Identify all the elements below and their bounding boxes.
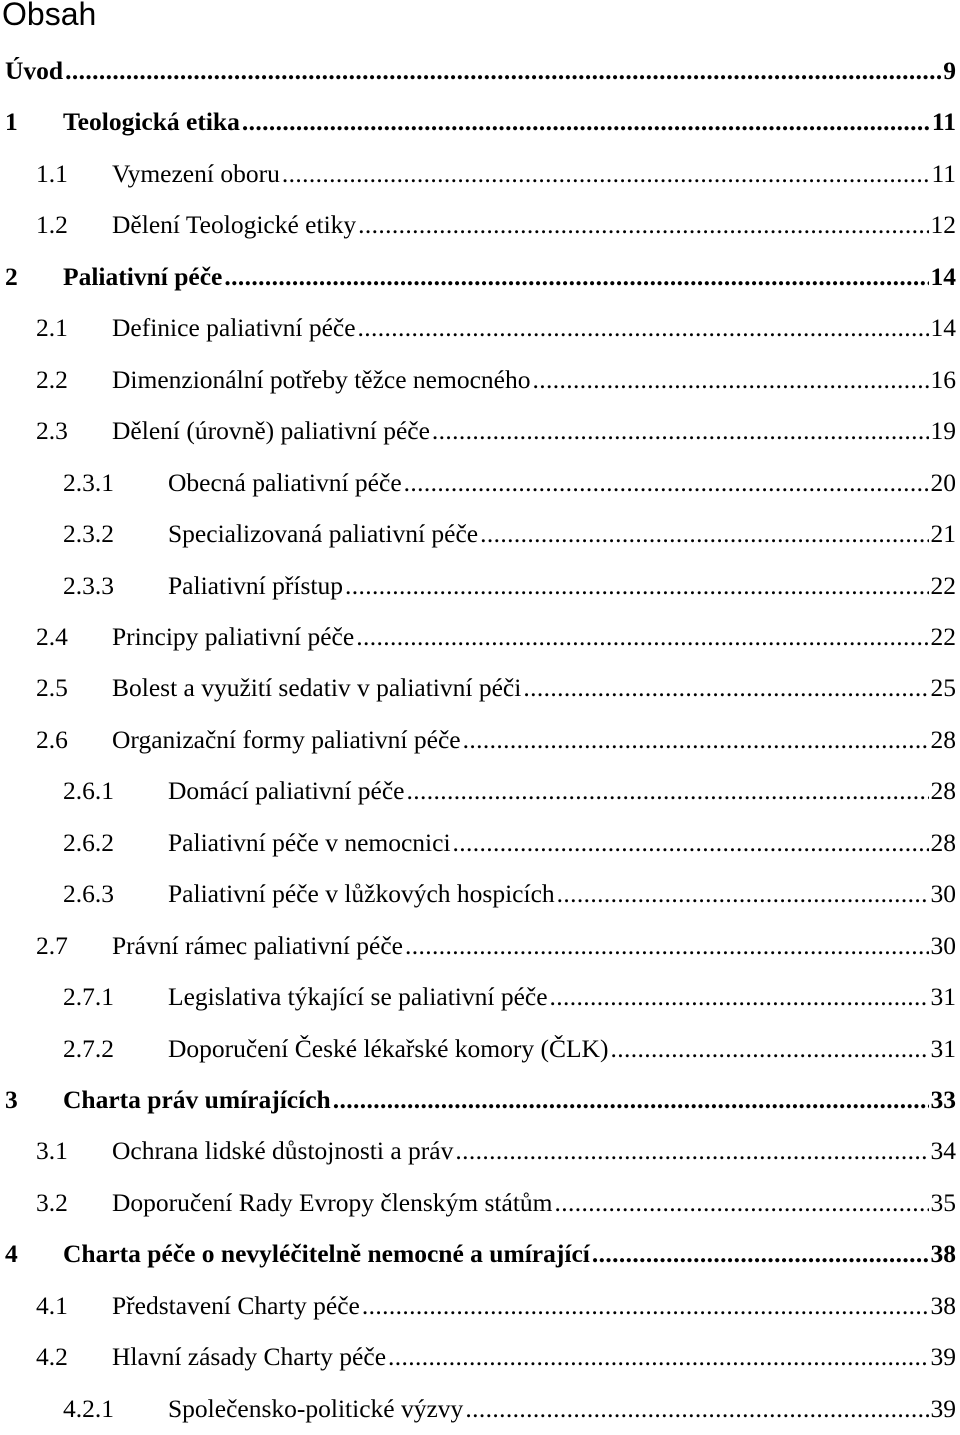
toc-entry-leader-dots [480, 514, 928, 554]
toc-entry-leader-dots [523, 668, 928, 708]
toc-entry-title: Legislativa týkající se paliativní péče [168, 982, 548, 1012]
toc-entry-leader-dots [65, 51, 941, 91]
toc-entry[interactable] [63, 874, 956, 914]
toc-entry-page-number: 34 [930, 1136, 956, 1166]
toc-entry-page-number: 14 [930, 313, 956, 343]
toc-entry-leader-dots [345, 566, 929, 606]
toc-entry-page-number: 35 [930, 1187, 956, 1217]
toc-entry-title: Hlavní zásady Charty péče [112, 1342, 387, 1372]
toc-entry[interactable] [36, 411, 956, 451]
toc-entry-leader-dots [455, 1131, 928, 1171]
toc-entry-page-number: 20 [930, 467, 956, 497]
toc-entry-page-number: 33 [930, 1085, 956, 1114]
toc-entry-page-number: 31 [930, 982, 956, 1012]
toc-entry-page-number: 19 [930, 416, 956, 446]
page-title: Obsah [2, 0, 97, 32]
toc-entry-number: 2.3.2 [63, 519, 114, 549]
toc-entry-leader-dots [463, 720, 929, 760]
toc-entry-leader-dots [465, 1389, 928, 1429]
toc-entry-number: 1.2 [36, 210, 68, 240]
toc-entry-title: Ochrana lidské důstojnosti a práv [112, 1136, 454, 1166]
toc-entry-title: Doporučení Rady Evropy členským státům [112, 1187, 553, 1217]
toc-entry-page-number: 14 [930, 261, 956, 291]
toc-entry[interactable] [63, 1389, 956, 1429]
toc-entry[interactable] [36, 720, 956, 760]
toc-entry-number: 1 [5, 107, 18, 137]
toc-entry[interactable] [63, 566, 956, 606]
toc-entry[interactable] [63, 771, 956, 811]
toc-entry-title: Paliativní péče v nemocnici [168, 827, 451, 857]
toc-entry-title: Definice paliativní péče [112, 313, 356, 343]
toc-entry[interactable] [63, 823, 956, 863]
toc-entry-page-number: 28 [930, 724, 956, 754]
toc-entry-page-number: 9 [943, 56, 956, 85]
toc-entry-title: Charta péče o nevyléčitelně nemocné a umírající [63, 1239, 590, 1269]
toc-entry-number: 2.5 [36, 673, 68, 703]
toc-entry-number: 2.7.2 [63, 1033, 114, 1063]
toc-entry-number: 2.7.1 [63, 982, 114, 1012]
toc-entry-page-number: 38 [930, 1239, 956, 1269]
toc-entry-page-number: 28 [930, 776, 956, 806]
toc-entry-page-number: 12 [930, 210, 956, 240]
toc-entry-leader-dots [282, 154, 930, 194]
toc-entry-title: Paliativní péče v lůžkových hospicích [168, 879, 555, 909]
toc-entry-title: Principy paliativní péče [112, 621, 355, 651]
toc-entry-title: Dimenzionální potřeby těžce nemocného [112, 364, 531, 394]
toc-entry[interactable] [63, 463, 956, 503]
toc-entry-title: Společensko-politické výzvy [168, 1393, 464, 1423]
toc-entry[interactable] [5, 1234, 956, 1274]
toc-entry-number: 2.6.2 [63, 827, 114, 857]
toc-entry-page-number: 22 [930, 621, 956, 651]
toc-entry[interactable] [63, 977, 956, 1017]
toc-entry-leader-dots [532, 360, 928, 400]
toc-entry-leader-dots [358, 308, 929, 348]
toc-entry-page-number: 30 [930, 930, 956, 960]
toc-entry-title: Bolest a využití sedativ v paliativní péči [112, 673, 522, 703]
toc-entry-title: Specializovaná paliativní péče [168, 519, 479, 549]
toc-entry-leader-dots [362, 1286, 929, 1326]
toc-entry-leader-dots [333, 1080, 929, 1120]
toc-entry-number: 2.6.1 [63, 776, 114, 806]
toc-entry-number: 4 [5, 1239, 18, 1269]
toc-entry[interactable] [36, 308, 956, 348]
toc-entry-leader-dots [405, 926, 929, 966]
toc-entry-title: Paliativní péče [63, 261, 223, 291]
toc-entry[interactable] [36, 617, 956, 657]
toc-entry[interactable] [63, 1029, 956, 1069]
toc-entry[interactable] [36, 205, 956, 245]
toc-entry-number: 3.2 [36, 1187, 68, 1217]
toc-entry-page-number: 11 [931, 107, 956, 137]
toc-entry[interactable] [36, 668, 956, 708]
toc-entry-number: 2.2 [36, 364, 68, 394]
toc-entry-leader-dots [550, 977, 929, 1017]
toc-entry-page-number: 39 [930, 1342, 956, 1372]
toc-entry-page-number: 30 [930, 879, 956, 909]
toc-entry-title: Dělení (úrovně) paliativní péče [112, 416, 430, 446]
toc-entry-page-number: 39 [930, 1393, 956, 1423]
toc-entry-title: Úvod [5, 56, 64, 85]
toc-entry-number: 3.1 [36, 1136, 68, 1166]
toc-entry-page-number: 31 [930, 1033, 956, 1063]
toc-entry-leader-dots [224, 257, 928, 297]
toc-entry-leader-dots [555, 1183, 929, 1223]
toc-entry-leader-dots [557, 874, 929, 914]
toc-entry-leader-dots [242, 102, 930, 142]
toc-entry-title: Dělení Teologické etiky [112, 210, 357, 240]
toc-entry-leader-dots [404, 463, 929, 503]
toc-entry-page-number: 16 [930, 364, 956, 394]
toc-entry[interactable] [63, 514, 956, 554]
toc-entry-title: Paliativní přístup [168, 570, 343, 600]
toc-entry-number: 2.3.1 [63, 467, 114, 497]
toc-entry-title: Domácí paliativní péče [168, 776, 405, 806]
toc-entry-number: 2 [5, 261, 18, 291]
toc-entry[interactable] [36, 926, 956, 966]
toc-entry-leader-dots [356, 617, 928, 657]
toc-entry-leader-dots [388, 1337, 928, 1377]
toc-entry-page-number: 25 [930, 673, 956, 703]
toc-entry-number: 4.2.1 [63, 1393, 114, 1423]
toc-entry-leader-dots [407, 771, 929, 811]
toc-entry[interactable] [5, 1080, 956, 1120]
toc-entry-number: 3 [5, 1085, 18, 1114]
toc-entry-page-number: 22 [930, 570, 956, 600]
toc-entry-title: Charta práv umírajících [63, 1085, 331, 1114]
toc-entry-leader-dots [592, 1234, 929, 1274]
toc-entry-leader-dots [432, 411, 929, 451]
toc-entry-title: Teologická etika [63, 107, 240, 137]
toc-entry-number: 4.2 [36, 1342, 68, 1372]
toc-entry-number: 2.1 [36, 313, 68, 343]
toc-entry-number: 2.7 [36, 930, 68, 960]
toc-entry[interactable] [5, 102, 956, 142]
toc-entry[interactable] [36, 1131, 956, 1171]
toc-entry-page-number: 21 [930, 519, 956, 549]
toc-entry[interactable] [36, 1286, 956, 1326]
toc-entry-number: 2.6.3 [63, 879, 114, 909]
toc-entry-number: 2.4 [36, 621, 68, 651]
toc-entry-leader-dots [358, 205, 928, 245]
toc-entry-title: Představení Charty péče [112, 1290, 360, 1320]
toc-entry-number: 2.3.3 [63, 570, 114, 600]
toc-entry[interactable] [36, 1337, 956, 1377]
toc-entry-number: 2.6 [36, 724, 68, 754]
toc-entry-leader-dots [610, 1029, 928, 1069]
toc-entry[interactable] [5, 51, 956, 91]
toc-entry-number: 1.1 [36, 158, 68, 188]
toc-entry-title: Vymezení oboru [112, 158, 280, 188]
toc-entry-page-number: 11 [931, 158, 956, 188]
toc-entry-number: 4.1 [36, 1290, 68, 1320]
toc-entry[interactable] [36, 154, 956, 194]
toc-entry-page-number: 28 [930, 827, 956, 857]
toc-entry-title: Právní rámec paliativní péče [112, 930, 403, 960]
toc-entry[interactable] [5, 257, 956, 297]
toc-entry-number: 2.3 [36, 416, 68, 446]
toc-entry-title: Obecná paliativní péče [168, 467, 402, 497]
toc-entry[interactable] [36, 1183, 956, 1223]
toc-entry-leader-dots [453, 823, 929, 863]
toc-entry[interactable] [36, 360, 956, 400]
toc-entry-page-number: 38 [930, 1290, 956, 1320]
toc-entry-title: Organizační formy paliativní péče [112, 724, 461, 754]
toc-entry-title: Doporučení České lékařské komory (ČLK) [168, 1033, 609, 1063]
